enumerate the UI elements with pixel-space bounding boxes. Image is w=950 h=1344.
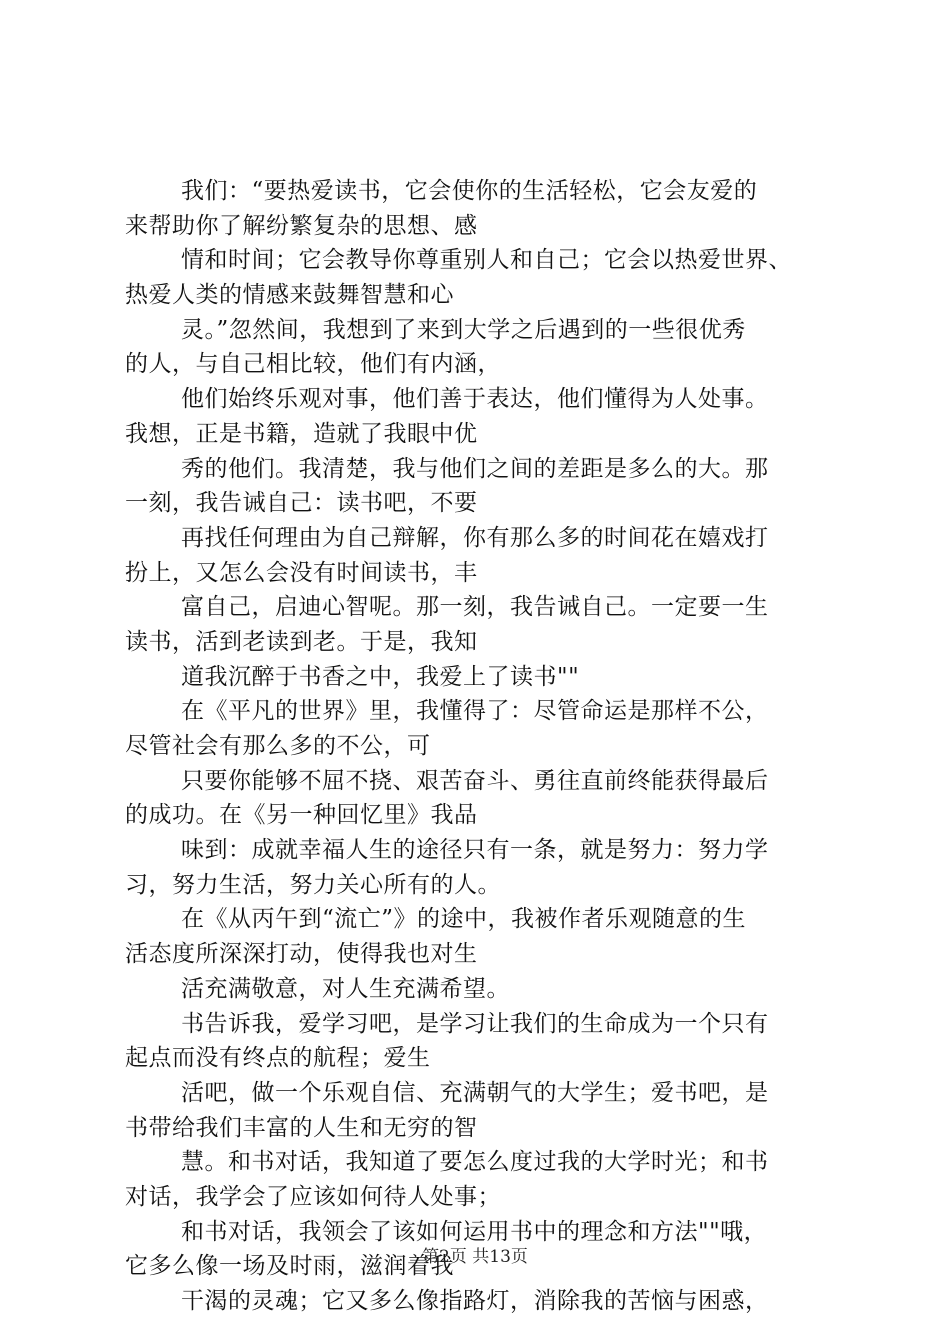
text-line: 秀的他们。我清楚，我与他们之间的差距是多么的大。那 (181, 455, 769, 482)
text-line: 对话，我学会了应该如何待人处事； (125, 1183, 501, 1210)
text-line: 活吧，做一个乐观自信、充满朝气的大学生；爱书吧，是 (181, 1079, 769, 1106)
text-line: 再找任何理由为自己辩解，你有那么多的时间花在嬉戏打 (181, 524, 769, 551)
text-line: 道我沉醉于书香之中，我爱上了读书"" (181, 663, 580, 690)
text-line: 一刻，我告诫自己：读书吧，不要 (125, 490, 478, 517)
text-line: 扮上，又怎么会没有时间读书，丰 (125, 559, 478, 586)
text-line: 活态度所深深打动，使得我也对生 (125, 941, 478, 968)
page-footer: 第2页 共13页 (422, 1247, 528, 1267)
text-line: 的人，与自己相比较，他们有内涵， (125, 351, 501, 378)
text-line: 在《从丙午到“流亡”》的途中，我被作者乐观随意的生 (181, 906, 747, 933)
text-line: 情和时间；它会教导你尊重别人和自己；它会以热爱世界、 (181, 247, 792, 274)
text-line: 活充满敬意，对人生充满希望。 (181, 975, 510, 1002)
text-line: 干渴的灵魂；它又多么像指路灯，消除我的苦恼与困惑， (181, 1288, 769, 1314)
text-line: 和书对话，我领会了该如何运用书中的理念和方法""哦， (181, 1218, 768, 1245)
text-line: 他们始终乐观对事，他们善于表达，他们懂得为人处事。 (181, 386, 769, 413)
text-line: 味到：成就幸福人生的途径只有一条，就是努力：努力学 (181, 837, 769, 864)
text-line: 我们：“要热爱读书，它会使你的生活轻松，它会友爱的 (181, 178, 758, 204)
text-line: 它多么像一场及时雨，滋润着我 (125, 1253, 454, 1280)
body-text (125, 174, 845, 1319)
text-line: 我想，正是书籍，造就了我眼中优 (125, 420, 478, 447)
text-line: 尽管社会有那么多的不公，可 (125, 733, 431, 759)
text-line: 的成功。在《另一种回忆里》我品 (125, 802, 478, 829)
text-line: 书告诉我，爱学习吧，是学习让我们的生命成为一个只有 (181, 1010, 769, 1037)
text-line: 在《平凡的世界》里，我懂得了：尽管命运是那样不公， (181, 698, 769, 725)
text-line: 起点而没有终点的航程；爱生 (125, 1045, 431, 1072)
text-line: 只要你能够不屈不挠、艰苦奋斗、勇往直前终能获得最后 (181, 767, 769, 794)
text-line: 富自己，启迪心智呢。那一刻，我告诫自己。一定要一生 (181, 594, 769, 621)
text-line: 读书，活到老读到老。于是，我知 (125, 628, 478, 655)
text-line: 习，努力生活，努力关心所有的人。 (125, 871, 501, 898)
text-line: 灵。”忽然间，我想到了来到大学之后遇到的一些很优秀 (181, 316, 746, 343)
text-line: 来帮助你了解纷繁复杂的思想、感 (125, 212, 478, 239)
text-line: 慧。和书对话，我知道了要怎么度过我的大学时光；和书 (181, 1149, 769, 1176)
text-line: 书带给我们丰富的人生和无穷的智 (125, 1114, 478, 1141)
text-line: 热爱人类的情感来鼓舞智慧和心 (125, 282, 454, 309)
